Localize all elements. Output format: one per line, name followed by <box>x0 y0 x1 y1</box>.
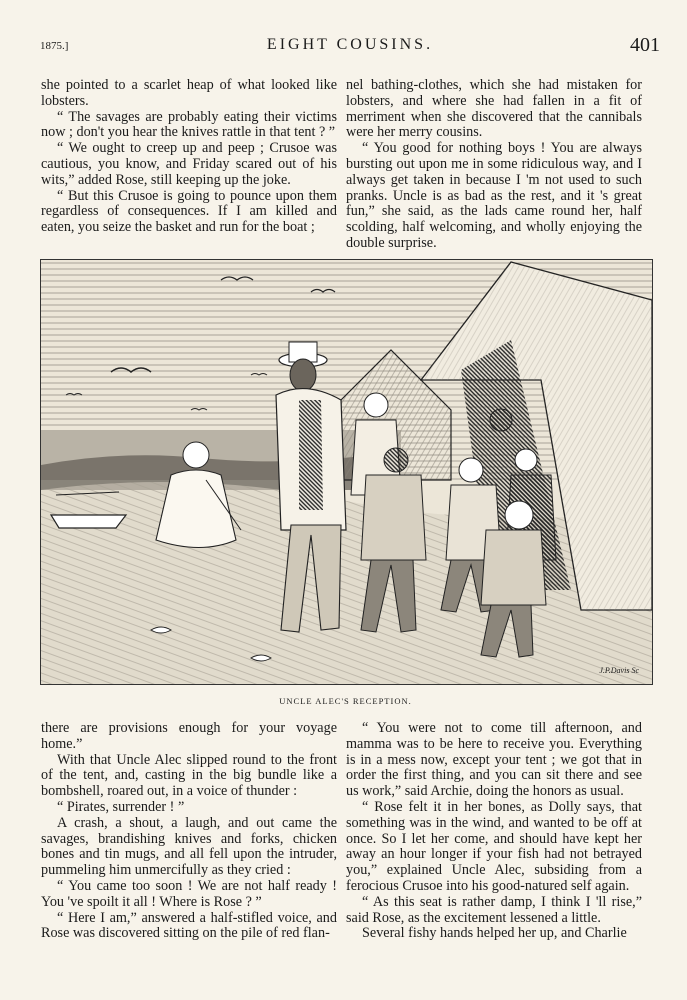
girl-bonnet <box>183 442 209 468</box>
engraver-signature: J.P.Davis Sc <box>599 666 639 675</box>
paragraph: Several fishy hands helped her up, and Charlie <box>362 925 627 942</box>
header-title: EIGHT COUSINS. <box>266 36 434 53</box>
paragraph: she pointed to a scarlet heap of what looked like lobsters. <box>41 77 337 109</box>
paragraph: “ Here I am,” answered a half-stifled voice, and Rose was discovered sitting on the pile of red flan- <box>41 909 337 942</box>
child-body <box>361 475 426 560</box>
uncle-waistcoat <box>299 400 323 510</box>
top-right-column <box>346 78 642 252</box>
running-header <box>40 36 660 58</box>
header-year: 1875.] <box>40 40 69 52</box>
paragraph: “ But this Crusoe is going to pounce upon them regardless of consequences. If I am killed and eaten, you seize the basket and run for the boat ; <box>41 187 337 236</box>
child-head <box>384 448 408 472</box>
paragraph: “ You good for nothing boys ! You are always bursting out upon me in some ridiculous way, and I always get taken in because I 'm not used to such pranks. Uncle is as bad as the rest, and it 's great fun,” she said, as the lads came round her, half scolding, half welcoming, and wholly enjoying the double surprise. <box>346 140 642 251</box>
bearded-face <box>290 359 316 391</box>
paragraph: there are provisions enough for your voyage home.” <box>41 720 337 752</box>
paragraph: With that Uncle Alec slipped round to the front of the tent, and, casting in the big bundle like a bombshell, roared out, in a voice of thunder : <box>41 751 337 800</box>
rowboat <box>51 515 126 528</box>
child-head <box>459 458 483 482</box>
child-hat <box>505 501 533 529</box>
illustration-drawing <box>41 260 652 684</box>
child-head <box>364 393 388 417</box>
paragraph: “ You came too soon ! We are not half ready ! You 've spoilt it all ! Where is Rose ? ” <box>41 877 337 910</box>
paragraph: “ You were not to come till afternoon, and mamma was to be here to receive you. Everything is in a mess now, except your tent ; we got that in order the first thing, and you can sit there and see us work,” said Archie, doing the honors as usual. <box>346 720 642 800</box>
child-head <box>490 409 512 431</box>
child-body <box>481 530 546 605</box>
engraving-illustration <box>40 259 653 685</box>
paragraph: nel bathing-clothes, which she had mistaken for lobsters, and where she had fallen in a fit of merriment when she discovered that the cannibals were her merry cousins. <box>346 77 642 141</box>
paragraph: “ We ought to creep up and peep ; Crusoe was cautious, you know, and Friday scared out of his wits,” added Rose, still keeping up the joke. <box>41 140 337 188</box>
paragraph: “ Rose felt it in her bones, as Dolly says, that something was in the wind, and wanted to be off at once. So I let her come, and should have kept her away an hour longer if your fish had not betrayed you,” explained Uncle Alec, subsiding from a ferocious Crusoe into his good-natured self again. <box>346 798 642 894</box>
page-number: 401 <box>630 34 660 56</box>
top-left-column <box>41 78 337 236</box>
paragraph: “ Pirates, surrender ! ” <box>57 798 185 815</box>
illustration-caption: UNCLE ALEC'S RECEPTION. <box>279 696 412 706</box>
child-head <box>515 449 537 471</box>
bottom-left-column <box>41 721 337 942</box>
bottom-right-column <box>346 721 642 942</box>
paragraph: A crash, a shout, a laugh, and out came the savages, brandishing knives and forks, chicken bones and tin mugs, and all fell upon the intruder, pummeling him unmercifully as they cried : <box>41 814 337 879</box>
paragraph: “ The savages are probably eating their victims now ; don't you hear the knives rattle in that tent ? ” <box>41 108 337 141</box>
paragraph: “ As this seat is rather damp, I think I 'll rise,” said Rose, as the excitement lessened a little. <box>346 893 642 926</box>
